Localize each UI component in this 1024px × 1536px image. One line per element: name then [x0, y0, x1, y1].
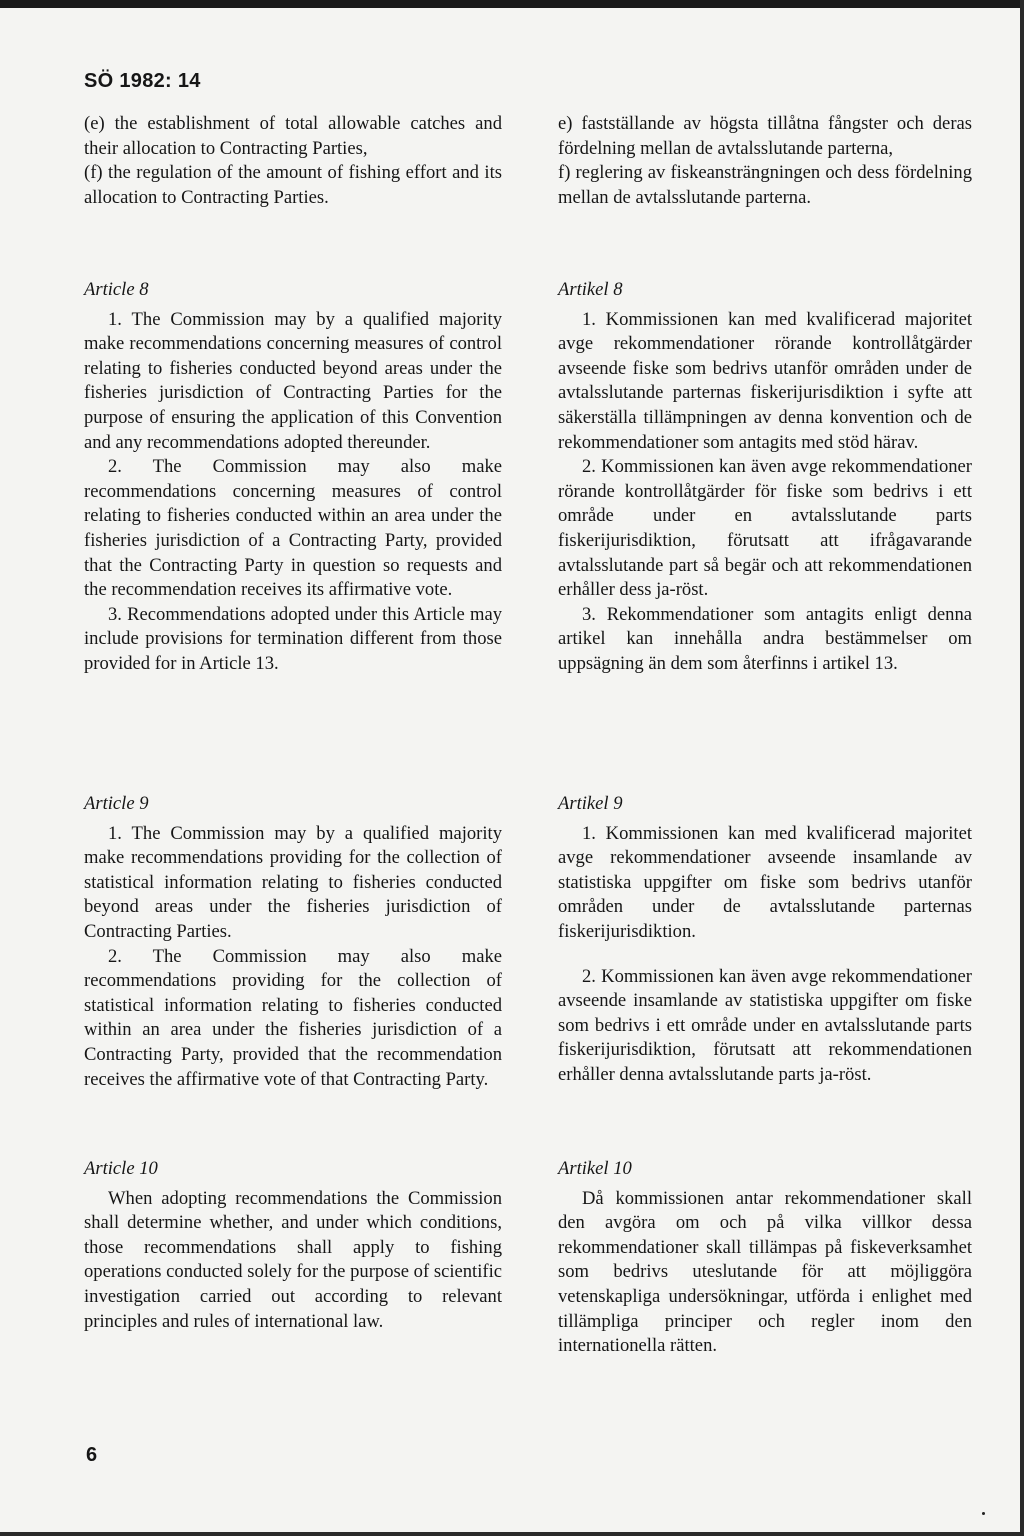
intro-section [84, 112, 502, 210]
intro-section-sv [558, 112, 972, 210]
artikel-8-para-3: 3. Rekommendationer som antagits enligt denna artikel kan innehålla andra bestämmelser om uppsägning än dem som återfinns i artikel 13. [558, 603, 972, 674]
intro-item-f: (f) the regulation of the amount of fishing effort and its allocation to Contracting Parties. [84, 162, 502, 208]
article-10-heading: Article 10 [84, 1158, 158, 1179]
artikel-9-para-2: 2. Kommissionen kan även avge rekommendationer avseende insamlande av statistiska uppgifter om fiske som bedrivs i ett område under en avtalsslutande parts fiskerijurisdiktion, förutsatt att rekommendationen erhåller denna avtalsslutande parts ja-röst. [558, 965, 972, 1085]
document-reference: SÖ 1982: 14 [84, 70, 201, 92]
artikel-9-heading: Artikel 9 [558, 793, 623, 814]
artikel-9-para-1: 1. Kommissionen kan med kvalificerad majoritet avge rekommendationer avseende insamlande av statistiska uppgifter om fiske som bedrivs utanför områden under de avtalsslutande parternas fiskerijurisdiktion. [558, 822, 972, 942]
article-8-para-1: 1. The Commission may by a qualified majority make recommendations concerning measures of control relating to fisheries conducted beyond areas under the fisheries jurisdiction of Contracting Parties for the purpose of ensuring the application of this Convention and any recommendations adopted thereunder. [84, 308, 502, 453]
artikel-8-para-1: 1. Kommissionen kan med kvalificerad majoritet avge rekommendationer rörande kontrollåtgärder avseende fiske som bedrivs utanför områden under de avtalsslutande parternas fiskerijurisdiktion i syfte att säkerställa tillämpningen av denna konvention och de rekommendationer som antagits med stöd härav. [558, 308, 972, 453]
intro-item-e: (e) the establishment of total allowable catches and their allocation to Contracting Parties, [84, 113, 502, 159]
artikel-10-section [558, 1157, 972, 1359]
page-edge-bottom [0, 1532, 1024, 1536]
artikel-9-section [558, 792, 972, 1088]
article-8-para-3: 3. Recommendations adopted under this Article may include provisions for termination different from those provided for in Article 13. [84, 603, 502, 674]
page-edge-top [0, 0, 1024, 8]
intro-item-e-sv: e) fastställande av högsta tillåtna fångster och deras fördelning mellan de avtalsslutande parterna, [558, 113, 972, 159]
page-edge-right [1020, 0, 1024, 1536]
article-8-section [84, 278, 502, 677]
intro-item-f-sv: f) reglering av fiskeansträngningen och dess fördelning mellan de avtalsslutande parterna. [558, 162, 972, 208]
article-10-para-1: When adopting recommendations the Commission shall determine whether, and under which conditions, those recommendations shall apply to fishing operations conducted solely for the purpose of scientific investigation carried out according to relevant principles and rules of international law. [84, 1187, 502, 1332]
artikel-8-para-2: 2. Kommissionen kan även avge rekommendationer rörande kontrollåtgärder för fiske som bedrivs i ett område under en avtalsslutande parts fiskerijurisdiktion, förutsatt att ifrågavarande avtalsslutande part så begär och att rekommendationen erhåller dess ja-röst. [558, 456, 972, 601]
swedish-column [558, 112, 972, 1357]
article-9-para-2: 2. The Commission may also make recommendations providing for the collection of statistical information relating to fisheries conducted within an area under the fisheries jurisdiction of a Contracting Party, provided that the recommendation receives the affirmative vote of that Contracting Party. [84, 945, 502, 1090]
artikel-8-section [558, 278, 972, 677]
english-column [84, 112, 502, 1332]
article-8-heading: Article 8 [84, 279, 149, 300]
page-number: 6 [86, 1444, 98, 1466]
article-9-section [84, 792, 502, 1092]
article-9-para-1: 1. The Commission may by a qualified majority make recommendations providing for the collection of statistical information relating to fisheries conducted beyond areas under the fisheries jurisdiction of Contracting Parties. [84, 822, 502, 942]
artikel-8-heading: Artikel 8 [558, 279, 623, 300]
artikel-10-heading: Artikel 10 [558, 1158, 632, 1179]
scan-speck [982, 1512, 985, 1515]
article-10-section [84, 1157, 502, 1334]
article-8-para-2: 2. The Commission may also make recommendations concerning measures of control relating to fisheries conducted within an area under the fisheries jurisdiction of a Contracting Party, provided that the Contracting Party in question so requests and the recommendation receives its affirmative vote. [84, 456, 502, 601]
article-9-heading: Article 9 [84, 793, 149, 814]
artikel-10-para-1: Då kommissionen antar rekommendationer skall den avgöra om och på vilka villkor dessa rekommendationer skall tillämpas på fiskeverksamhet som bedrivs uteslutande för att möjliggöra vetenskapliga undersökningar, utförda i enlighet med tillämpliga principer och regler inom den internationella rätten. [558, 1187, 972, 1357]
